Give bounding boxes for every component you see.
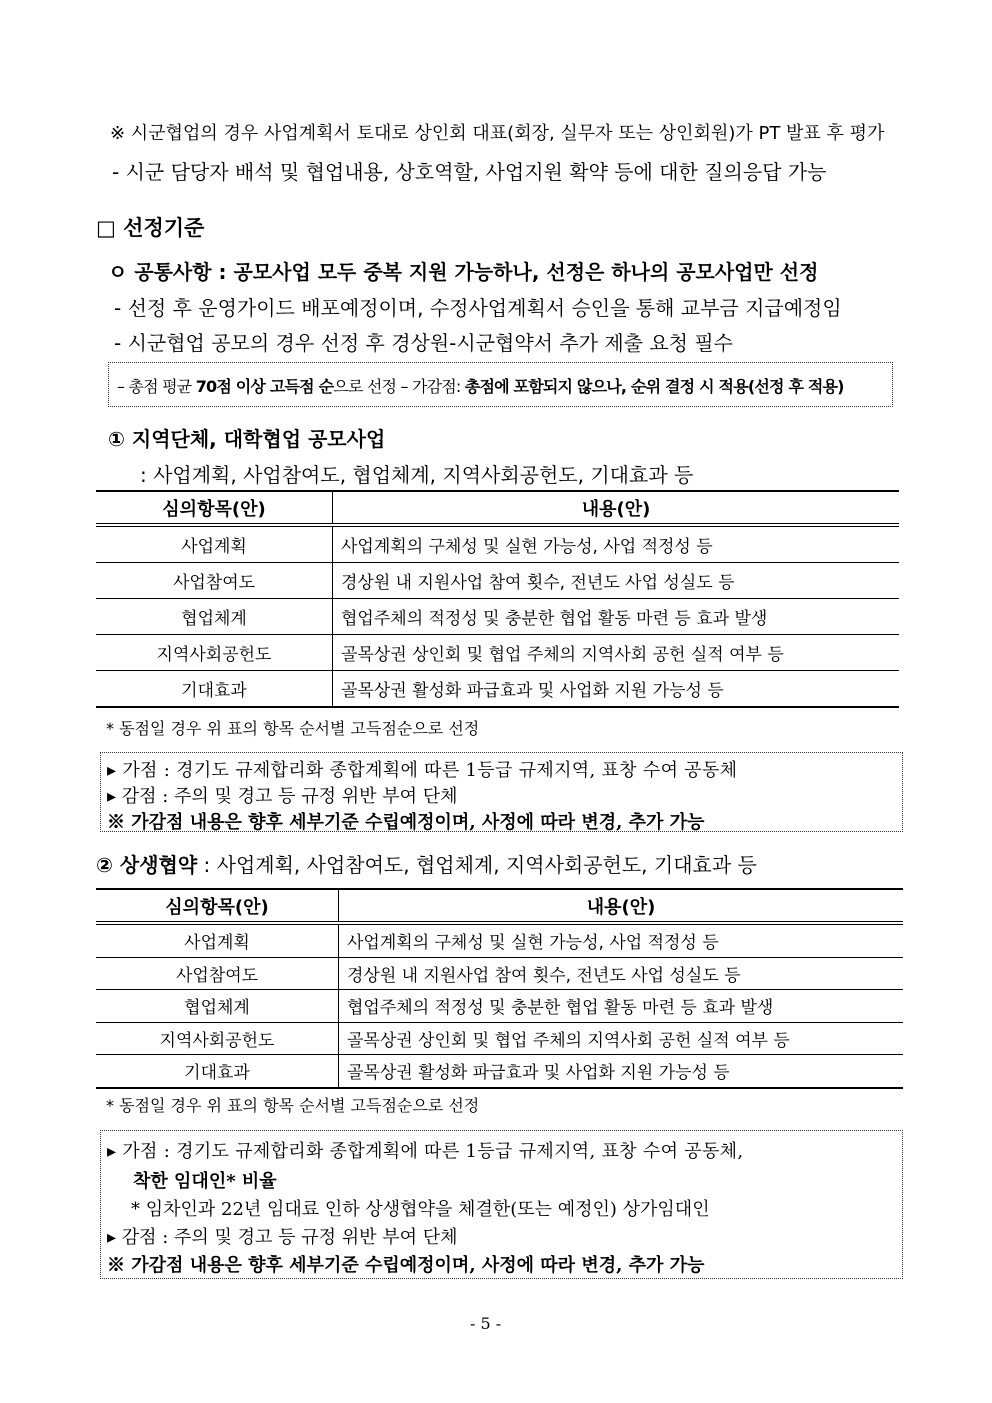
table-header-row: [96, 491, 899, 525]
bonus-box-2-line-2: * 임차인과 22년 임대료 인하 상생협약을 체결한(또는 예정인) 상가임대인: [131, 1199, 710, 1220]
bonus-box-1-line-3: ※ 가감점 내용은 향후 세부기준 수립예정이며, 사정에 따라 변경, 추가 가능: [107, 812, 705, 833]
header-content: 내용(안): [339, 889, 904, 923]
header-item: 심의항목(안): [96, 491, 333, 525]
row-content: 골목상권 상인회 및 협업 주체의 지역사회 공헌 실적 여부 등: [339, 1022, 904, 1055]
row-item: 사업참여도: [96, 563, 333, 599]
row-item: 지역사회공헌도: [96, 635, 333, 671]
row-content: 경상원 내 지원사업 참여 횟수, 전년도 사업 성실도 등: [333, 563, 900, 599]
common-rule: ㅇ 공통사항 : 공모사업 모두 중복 지원 가능하나, 선정은 하나의 공모사업만 선정: [108, 260, 819, 284]
row-item: 협업체계: [96, 599, 333, 635]
bonus-box-2-line-3: ▸ 감점 : 주의 및 경고 등 규정 위반 부여 단체: [107, 1227, 458, 1248]
table-row: [96, 599, 899, 635]
row-content: 협업주체의 적정성 및 충분한 협업 활동 마련 등 효과 발생: [339, 990, 904, 1023]
criteria-table-2: [96, 888, 903, 1089]
part2-tie-note: * 동점일 경우 위 표의 항목 순서별 고득점순으로 선정: [106, 1096, 480, 1115]
row-item: 지역사회공헌도: [96, 1022, 339, 1055]
part1-tie-note: * 동점일 경우 위 표의 항목 순서별 고득점순으로 선정: [106, 719, 480, 738]
row-item: 기대효과: [96, 1055, 339, 1088]
score-box-text-d: 총점에 포함되지 않으나, 순위 결정 시 적용(선정 후 적용): [464, 377, 844, 396]
row-content: 사업계획의 구체성 및 실현 가능성, 사업 적정성 등: [333, 525, 900, 563]
row-item: 사업계획: [96, 525, 333, 563]
table-row: [96, 923, 903, 957]
part2-heading: [96, 849, 757, 878]
row-item: 협업체계: [96, 990, 339, 1023]
section-title: □ 선정기준: [96, 216, 205, 240]
row-item: 기대효과: [96, 671, 333, 708]
bonus-box-1: [100, 752, 903, 832]
bonus-box-1-line-2: ▸ 감점 : 주의 및 경고 등 규정 위반 부여 단체: [107, 786, 458, 807]
row-item: 사업참여도: [96, 957, 339, 990]
part2-subtitle: : 사업계획, 사업참여도, 협업체계, 지역사회공헌도, 기대효과 등: [197, 853, 757, 877]
row-content: 골목상권 활성화 파급효과 및 사업화 지원 가능성 등: [333, 671, 900, 708]
row-content: 경상원 내 지원사업 참여 횟수, 전년도 사업 성실도 등: [339, 957, 904, 990]
table-row: [96, 563, 899, 599]
header-item: 심의항목(안): [96, 889, 339, 923]
part2-title: ② 상생협약: [96, 853, 198, 877]
table-row: [96, 525, 899, 563]
row-content: 골목상권 상인회 및 협업 주체의 지역사회 공헌 실적 여부 등: [333, 635, 900, 671]
page-number: - 5 -: [470, 1314, 502, 1333]
common-dash-2: - 시군협업 공모의 경우 선정 후 경상원-시군협약서 추가 제출 요청 필수: [114, 331, 733, 355]
row-content: 협업주체의 적정성 및 충분한 협업 활동 마련 등 효과 발생: [333, 599, 900, 635]
row-content: 골목상권 활성화 파급효과 및 사업화 지원 가능성 등: [339, 1055, 904, 1088]
table-row: [96, 957, 903, 990]
bonus-box-2-line-4: ※ 가감점 내용은 향후 세부기준 수립예정이며, 사정에 따라 변경, 추가 가능: [107, 1255, 705, 1276]
bonus-box-2-line-1b: 착한 임대인* 비율: [133, 1171, 277, 1192]
bonus-box-2: [100, 1130, 903, 1279]
table-row: [96, 1055, 903, 1088]
common-dash-1: - 선정 후 운영가이드 배포예정이며, 수정사업계획서 승인을 통해 교부금 지급예정임: [114, 296, 842, 320]
bonus-box-1-line-1: ▸ 가점 : 경기도 규제합리화 종합계획에 따른 1등급 규제지역, 표창 수여 공동체: [107, 760, 738, 781]
table-row: [96, 1022, 903, 1055]
table-row: [96, 671, 899, 708]
table-row: [96, 990, 903, 1023]
score-box-text-c: 으로 선정 – 가감점:: [333, 377, 465, 396]
intro-dash: - 시군 담당자 배석 및 협업내용, 상호역할, 사업지원 확약 등에 대한 질의응답 가능: [112, 160, 827, 184]
row-item: 사업계획: [96, 923, 339, 957]
intro-note: ※ 시군협업의 경우 사업계획서 토대로 상인회 대표(회장, 실무자 또는 상인회원)가 PT 발표 후 평가: [110, 123, 885, 144]
score-box: [108, 362, 893, 407]
bonus-box-2-line-1: ▸ 가점 : 경기도 규제합리화 종합계획에 따른 1등급 규제지역, 표창 수여 공동체,: [107, 1141, 744, 1162]
header-content: 내용(안): [333, 491, 900, 525]
row-content: 사업계획의 구체성 및 실현 가능성, 사업 적정성 등: [339, 923, 904, 957]
part1-subtitle: : 사업계획, 사업참여도, 협업체계, 지역사회공헌도, 기대효과 등: [140, 463, 694, 487]
score-box-text-b: 70점 이상 고득점 순: [195, 377, 334, 396]
part1-title: ① 지역단체, 대학협업 공모사업: [108, 427, 386, 451]
table-row: [96, 635, 899, 671]
table-header-row: [96, 889, 903, 923]
score-box-text-a: – 총점 평균: [117, 377, 196, 396]
criteria-table-1: [96, 490, 899, 708]
